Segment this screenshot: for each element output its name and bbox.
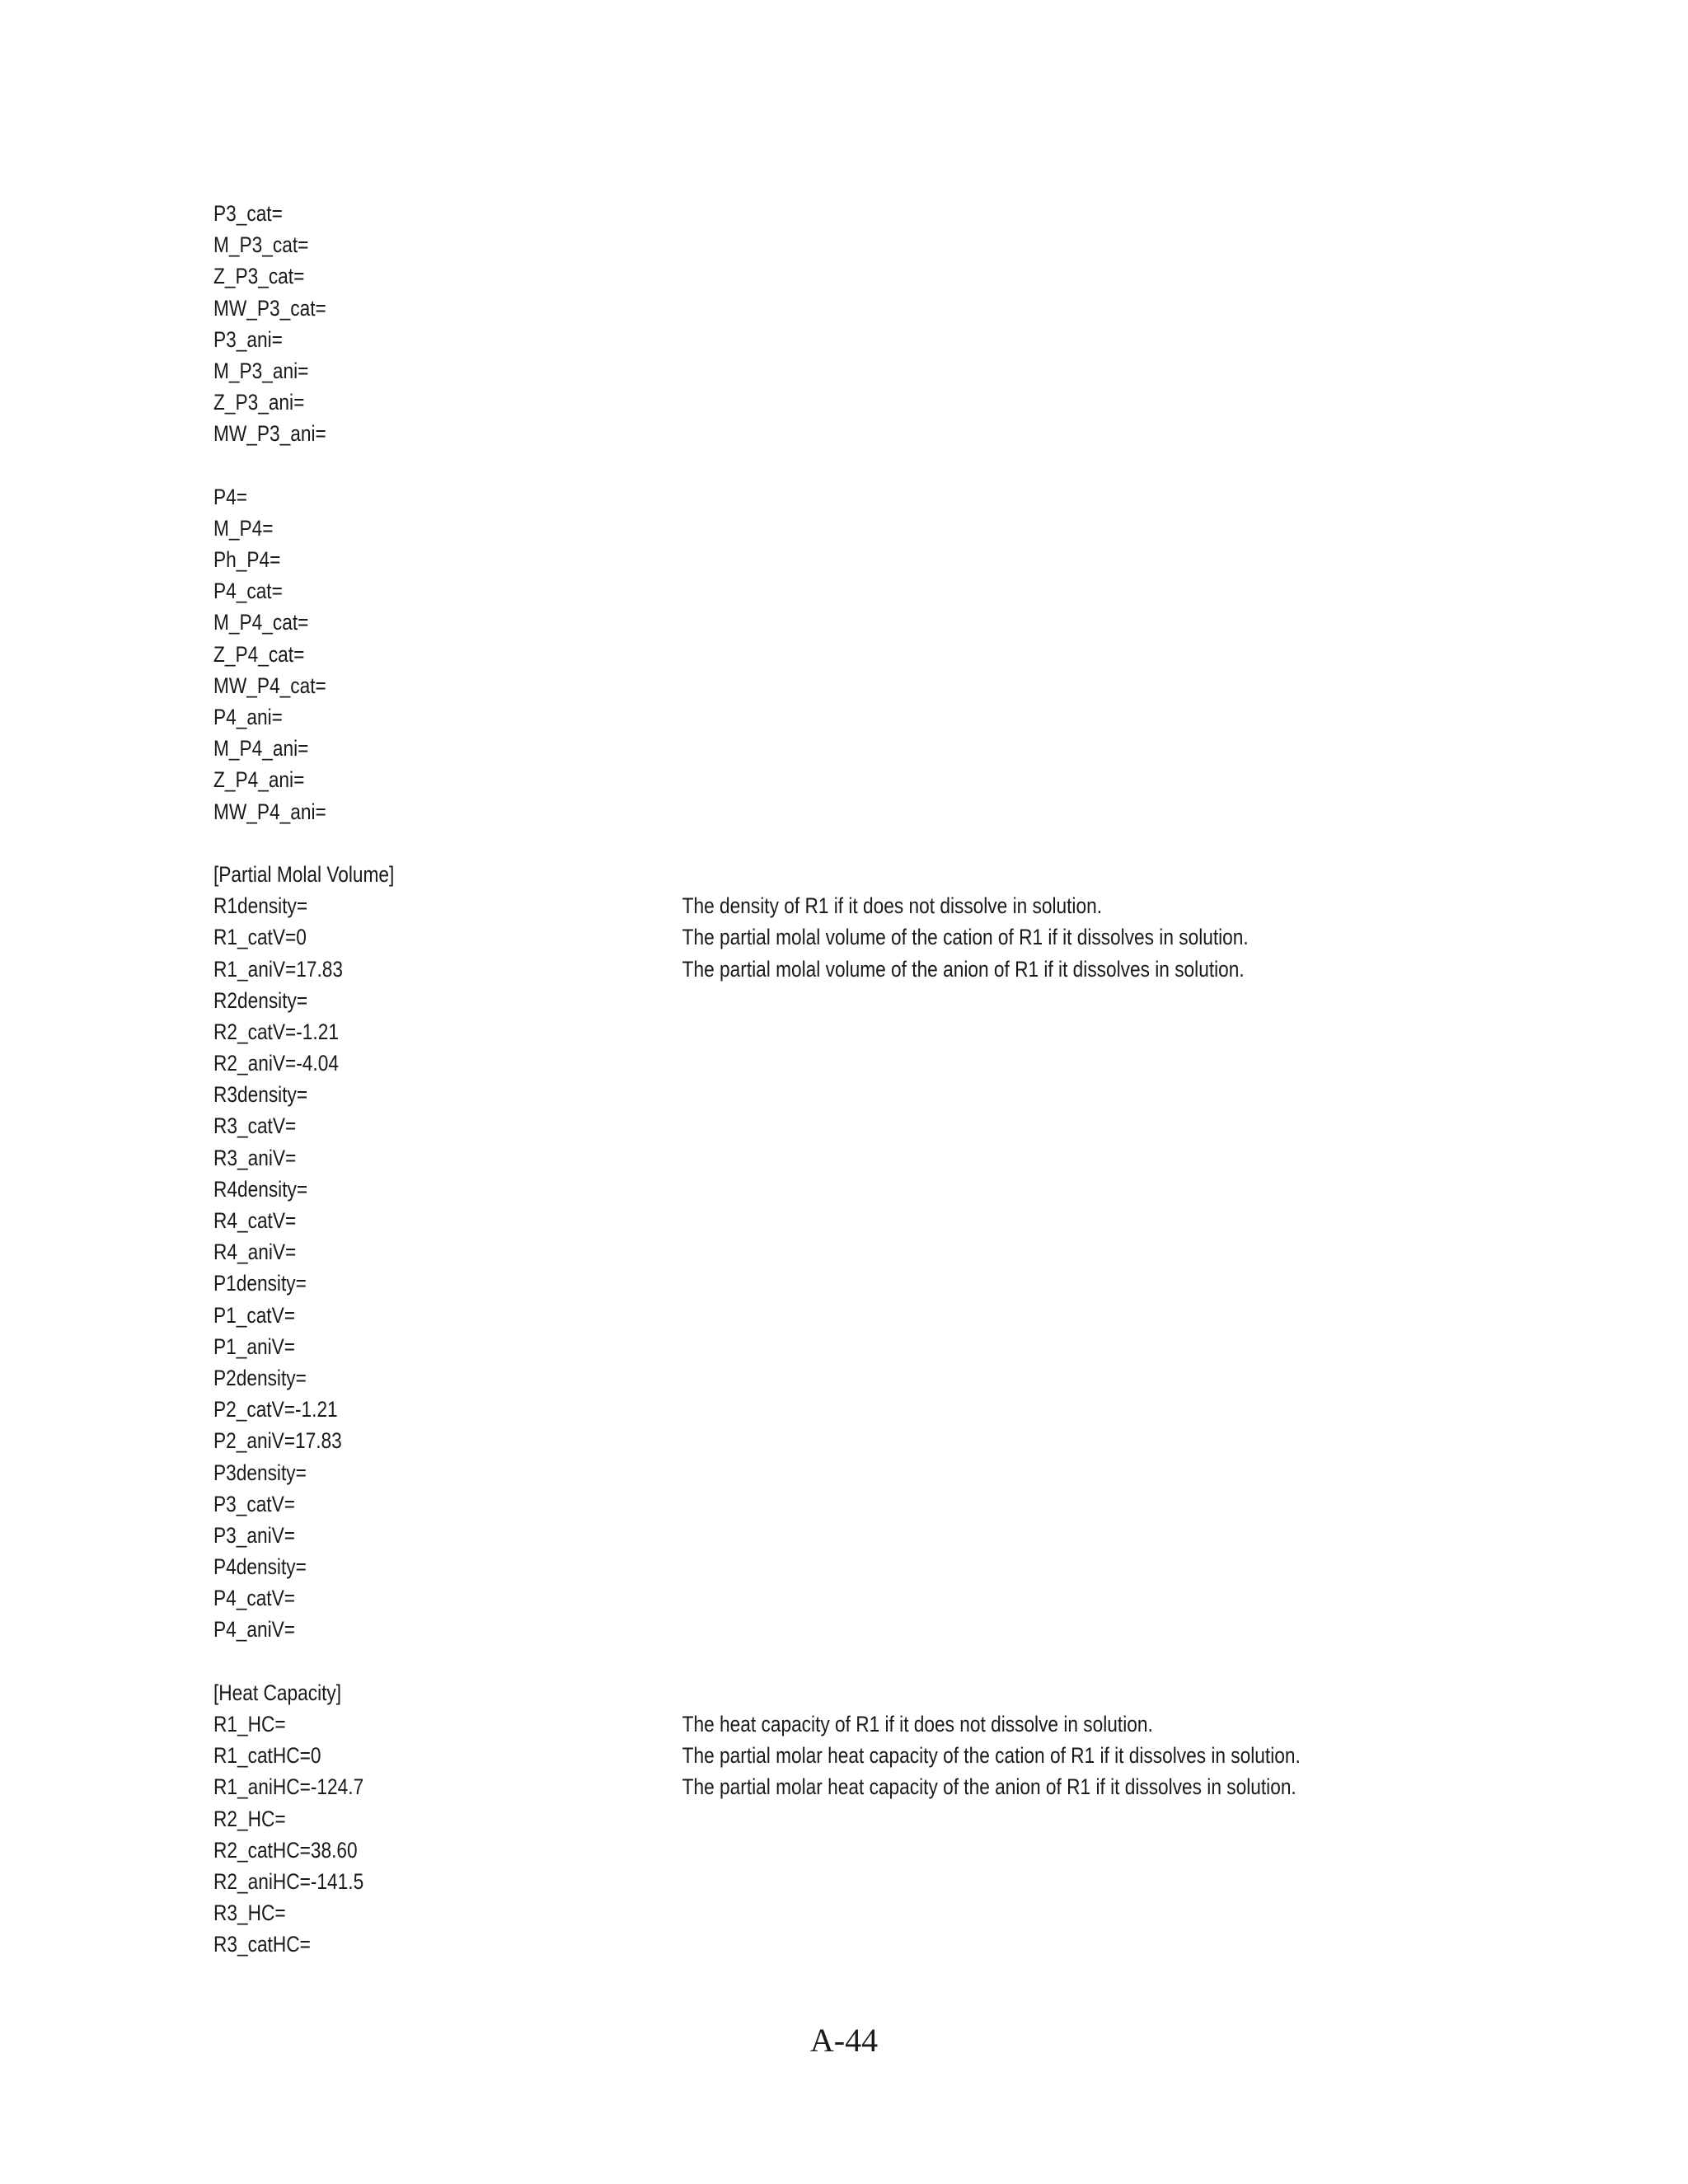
parameter-row (213, 607, 1499, 638)
parameter-key: P4_ani= (213, 705, 283, 729)
parameter-key: R3density= (213, 1082, 308, 1108)
section-title: [Heat Capacity] (213, 1680, 342, 1705)
parameter-key: MW_P3_ani= (213, 421, 326, 447)
parameter-row (213, 701, 1499, 733)
parameter-key: R2_HC= (213, 1806, 286, 1831)
parameter-key: P3_aniV= (213, 1522, 296, 1548)
parameter-key: P3density= (213, 1460, 307, 1485)
parameter-key: P1density= (213, 1271, 307, 1296)
parameter-key: P3_cat= (213, 201, 283, 226)
section-title: [Partial Molal Volume] (213, 861, 395, 887)
parameter-key: R2_catHC=38.60 (213, 1837, 358, 1863)
parameter-row (213, 1425, 1499, 1456)
parameter-row (213, 764, 1499, 795)
parameter-row (213, 355, 1499, 387)
parameter-key: MW_P4_ani= (213, 799, 326, 824)
parameter-key: R4_catV= (213, 1208, 297, 1233)
parameter-key: M_P4_cat= (213, 610, 309, 635)
parameter-row (213, 733, 1499, 764)
parameter-row (213, 1614, 1499, 1645)
parameter-key: R2_catV=-1.21 (213, 1019, 339, 1044)
parameter-row (213, 796, 1499, 827)
parameter-key: Z_P4_ani= (213, 767, 305, 793)
parameter-key: R2density= (213, 987, 308, 1013)
parameter-description: The heat capacity of R1 if it does not dissolve in solution. (682, 1712, 1153, 1736)
parameter-row (213, 481, 1499, 513)
parameter-key: P4= (213, 484, 247, 509)
parameter-key: M_P3_cat= (213, 232, 309, 258)
parameter-row (213, 1520, 1499, 1551)
parameter-row (213, 1803, 1499, 1835)
parameter-row (213, 1708, 1499, 1740)
parameter-key: P2density= (213, 1365, 307, 1390)
parameter-description: The partial molar heat capacity of the anion of R1 if it dissolves in solution. (682, 1774, 1296, 1800)
parameter-row (213, 1457, 1499, 1488)
blank-line (213, 1646, 1499, 1677)
parameter-row (213, 387, 1499, 418)
parameter-key: P4_catV= (213, 1586, 295, 1611)
parameter-row (213, 1236, 1499, 1268)
parameter-key: R1density= (213, 893, 308, 919)
parameter-key: Ph_P4= (213, 547, 281, 573)
parameter-row (213, 985, 1499, 1016)
parameter-key: R2_aniV=-4.04 (213, 1051, 339, 1076)
parameter-row (213, 575, 1499, 607)
parameter-row (213, 890, 1499, 921)
parameter-key: M_P3_ani= (213, 358, 309, 383)
parameter-description: The partial molal volume of the cation of R1 if it dissolves in solution. (682, 925, 1249, 950)
parameter-description: The density of R1 if it does not dissolve in solution. (682, 893, 1102, 919)
parameter-row (213, 1394, 1499, 1425)
parameter-list (213, 198, 1499, 1961)
parameter-row (213, 639, 1499, 670)
parameter-key: M_P4= (213, 515, 274, 541)
parameter-row (213, 1771, 1499, 1802)
parameter-row (213, 921, 1499, 953)
parameter-row (213, 1740, 1499, 1771)
parameter-key: R3_aniV= (213, 1145, 297, 1170)
parameter-key: R1_HC= (213, 1712, 286, 1736)
parameter-row (213, 1488, 1499, 1520)
section-header (213, 859, 1499, 890)
blank-line (213, 827, 1499, 859)
parameter-key: P2_catV=-1.21 (213, 1397, 338, 1422)
parameter-key: P1_aniV= (213, 1333, 296, 1359)
parameter-key: Z_P3_ani= (213, 390, 305, 415)
parameter-key: R1_aniHC=-124.7 (213, 1774, 364, 1800)
parameter-row (213, 293, 1499, 324)
parameter-key: R3_catHC= (213, 1932, 311, 1957)
parameter-key: P4_aniV= (213, 1617, 296, 1643)
parameter-key: R1_catV=0 (213, 925, 307, 950)
blank-line (213, 450, 1499, 481)
parameter-key: R3_catV= (213, 1113, 297, 1139)
parameter-row (213, 1142, 1499, 1174)
parameter-row (213, 229, 1499, 260)
parameter-key: P2_aniV=17.83 (213, 1428, 342, 1454)
parameter-row (213, 418, 1499, 449)
parameter-row (213, 1362, 1499, 1394)
parameter-key: P4density= (213, 1554, 307, 1580)
parameter-row (213, 260, 1499, 292)
parameter-key: R2_aniHC=-141.5 (213, 1868, 364, 1894)
parameter-key: P4_cat= (213, 579, 283, 604)
parameter-row (213, 198, 1499, 229)
parameter-key: R4_aniV= (213, 1240, 297, 1265)
parameter-row (213, 513, 1499, 544)
parameter-row (213, 670, 1499, 701)
parameter-row (213, 1551, 1499, 1582)
parameter-row (213, 1268, 1499, 1299)
parameter-row (213, 1174, 1499, 1205)
parameter-key: P3_ani= (213, 326, 283, 352)
parameter-key: R1_aniV=17.83 (213, 956, 344, 982)
parameter-key: R3_HC= (213, 1900, 286, 1926)
parameter-row (213, 1079, 1499, 1110)
parameter-row (213, 1331, 1499, 1362)
parameter-row (213, 954, 1499, 985)
parameter-key: P3_catV= (213, 1491, 295, 1516)
parameter-row (213, 324, 1499, 355)
parameter-key: MW_P4_cat= (213, 673, 326, 698)
parameter-row (213, 1300, 1499, 1331)
parameter-row (213, 1866, 1499, 1897)
parameter-key: Z_P4_cat= (213, 641, 305, 667)
parameter-key: R1_catHC=0 (213, 1743, 321, 1769)
parameter-row (213, 1016, 1499, 1047)
parameter-key: P1_catV= (213, 1302, 295, 1328)
parameter-row (213, 1047, 1499, 1079)
parameter-description: The partial molar heat capacity of the cation of R1 if it dissolves in solution. (682, 1743, 1301, 1769)
parameter-row (213, 1897, 1499, 1929)
parameter-row (213, 1205, 1499, 1236)
parameter-key: R4density= (213, 1176, 308, 1202)
page-number: A-44 (809, 2022, 879, 2059)
parameter-row (213, 1929, 1499, 1960)
parameter-row (213, 1582, 1499, 1614)
parameter-description: The partial molal volume of the anion of R1 if it dissolves in solution. (682, 956, 1245, 982)
parameter-row (213, 544, 1499, 575)
parameter-key: Z_P3_cat= (213, 264, 305, 289)
parameter-row (213, 1835, 1499, 1866)
parameter-key: M_P4_ani= (213, 736, 309, 762)
section-header (213, 1677, 1499, 1708)
parameter-row (213, 1110, 1499, 1141)
parameter-key: MW_P3_cat= (213, 295, 326, 321)
